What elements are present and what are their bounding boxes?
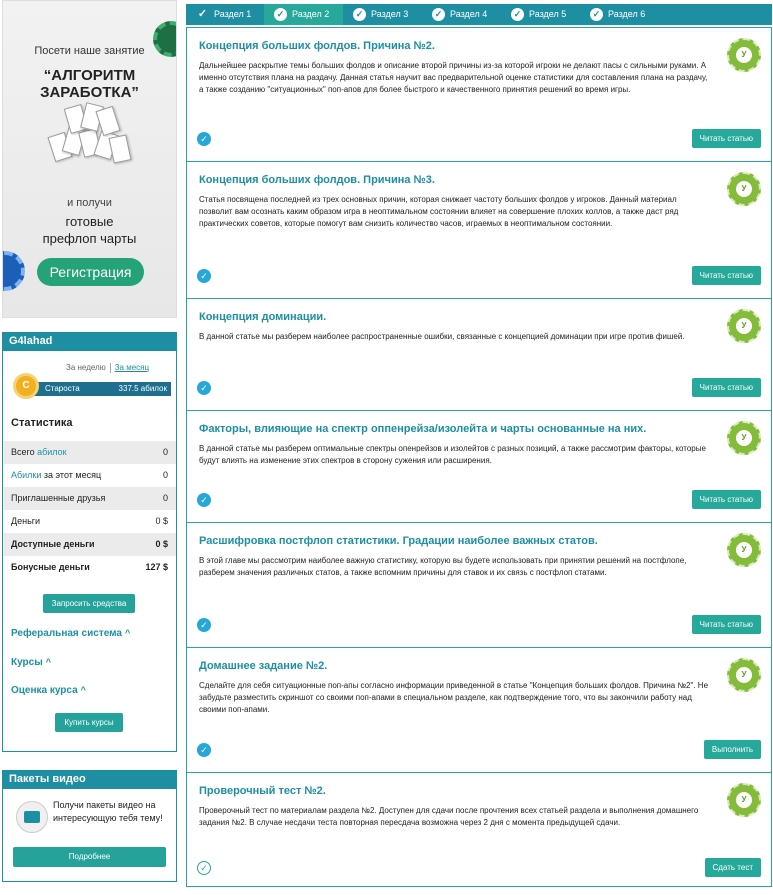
badge-letter: У xyxy=(736,792,752,808)
stat-value: 0 xyxy=(162,447,168,457)
tab-label: Раздел 2 xyxy=(292,9,330,19)
tab-label: Раздел 4 xyxy=(450,9,488,19)
lesson-title[interactable]: Концепция доминации. xyxy=(199,311,327,323)
stat-label: Всего xyxy=(11,447,38,457)
chevron-up-icon: ^ xyxy=(124,628,131,638)
lesson-card xyxy=(186,410,772,522)
video-camera-icon xyxy=(16,801,48,833)
lesson-description: Сделайте для себя ситуационные поп-апы согласно информации приведенной в статье "Концепция больших фолдов. Причина №2". Не забудьте разместить скриншот со своими поп-апами в специальном разделе, как подтверждение того, что вы закончили работу над своими поп-апами. xyxy=(199,681,709,714)
stat-link[interactable]: абилок xyxy=(37,447,67,457)
completed-check-icon: ✓ xyxy=(197,743,211,757)
period-switch xyxy=(66,363,149,373)
badge-letter: У xyxy=(736,542,752,558)
completed-check-icon: ✓ xyxy=(197,132,211,146)
level-badge-icon xyxy=(727,38,761,72)
tab-label: Раздел 3 xyxy=(371,9,409,19)
level-badge-icon xyxy=(727,533,761,567)
lesson-card xyxy=(186,161,772,298)
level-badge-icon xyxy=(727,309,761,343)
completed-check-icon: ✓ xyxy=(197,493,211,507)
lesson-title[interactable]: Домашнее задание №2. xyxy=(199,660,328,672)
rank-value: 337.5 абилок xyxy=(118,384,167,393)
check-icon: ✓ xyxy=(197,8,208,20)
read-article-button[interactable]: Читать статью xyxy=(692,615,761,634)
read-article-button[interactable]: Читать статью xyxy=(692,378,761,397)
completed-check-icon: ✓ xyxy=(197,269,211,283)
stat-value: 0 $ xyxy=(155,539,168,549)
tab-section-1[interactable] xyxy=(186,4,264,25)
rank-coin-icon: С xyxy=(13,373,39,399)
section-tabs xyxy=(186,4,772,25)
stat-value: 0 $ xyxy=(155,516,168,526)
tab-label: Раздел 6 xyxy=(608,9,646,19)
take-test-button[interactable]: Сдать тест xyxy=(705,858,761,877)
lesson-card xyxy=(186,298,772,410)
badge-letter: У xyxy=(736,181,752,197)
check-circle-icon: ✓ xyxy=(590,8,603,21)
tab-label: Раздел 5 xyxy=(529,9,567,19)
sidebar xyxy=(2,0,177,861)
stats-title: Статистика xyxy=(11,417,73,429)
completed-check-icon: ✓ xyxy=(197,618,211,632)
stat-row xyxy=(3,510,176,533)
lesson-description: В данной статье мы разберем оптимальные спектры опенрейзов и изолейтов с разных позиций, а также рассмотрим факторы, которые будут влиять на изменение этих спектров в сторону сужения или расширения. xyxy=(199,444,706,465)
level-badge-icon xyxy=(727,421,761,455)
chevron-up-icon: ^ xyxy=(80,685,86,695)
badge-letter: У xyxy=(736,318,752,334)
video-packs-text: Получи пакеты видео на интересующую тебя тему! xyxy=(53,800,163,823)
banner-line4 xyxy=(3,213,176,247)
stat-label: Деньги xyxy=(11,516,41,526)
stat-label: Бонусные деньги xyxy=(11,562,90,572)
stat-label: за этот месяц xyxy=(41,470,102,480)
stat-label: Доступные деньги xyxy=(11,539,95,549)
stat-row xyxy=(3,533,176,556)
chevron-up-icon: ^ xyxy=(45,657,52,667)
banner-line1: Посети наше занятие xyxy=(34,45,145,57)
username: G4lahad xyxy=(3,333,176,351)
check-circle-icon: ✓ xyxy=(432,8,445,21)
tab-section-4[interactable] xyxy=(422,4,501,25)
promo-banner[interactable] xyxy=(2,0,177,318)
referral-link[interactable] xyxy=(11,628,130,639)
banner-line4a: готовые xyxy=(65,214,114,229)
level-badge-icon xyxy=(727,658,761,692)
check-circle-icon: ✓ xyxy=(353,8,366,21)
more-button[interactable]: Подробнее xyxy=(13,847,166,867)
stat-value: 127 $ xyxy=(145,562,168,572)
lesson-card xyxy=(186,772,772,887)
stat-label: Приглашенные друзья xyxy=(11,493,106,503)
lesson-title[interactable]: Концепция больших фолдов. Причина №2. xyxy=(199,40,435,52)
tab-section-2[interactable] xyxy=(264,4,343,25)
course-rating-label: Оценка курса xyxy=(11,685,78,696)
lesson-card xyxy=(186,647,772,772)
stats-table xyxy=(3,441,176,579)
badge-letter: У xyxy=(736,667,752,683)
divider xyxy=(110,363,111,373)
tab-section-5[interactable] xyxy=(501,4,580,25)
lesson-description: В этой главе мы рассмотрим наиболее важную статистику, которую вы будете использовать при принятии решений на постфлопе, разберем значения различных статов, а также вспомним причины для ставок и их связь с постфлоп статами. xyxy=(199,556,687,577)
lesson-card xyxy=(186,522,772,647)
tab-section-6[interactable] xyxy=(580,4,659,25)
buy-courses-button[interactable]: Купить курсы xyxy=(55,713,123,732)
stat-row xyxy=(3,441,176,464)
read-article-button[interactable]: Читать статью xyxy=(692,266,761,285)
lesson-description: Проверочный тест по материалам раздела №2. Доступен для сдачи после прочтения всех статьей раздела и выполнения домашнего задания №2. В случае несдачи теста повторная пересдача возможна через 2 дня с момента предыдущей сдачи. xyxy=(199,806,699,827)
check-circle-icon: ✓ xyxy=(274,8,287,21)
read-article-button[interactable]: Читать статью xyxy=(692,490,761,509)
period-month[interactable]: За месяц xyxy=(114,363,150,373)
level-badge-icon xyxy=(727,172,761,206)
lesson-title[interactable]: Проверочный тест №2. xyxy=(199,785,326,797)
lesson-title[interactable]: Факторы, влияющие на спектр оппенрейза/изолейта и чарты основанные на них. xyxy=(199,423,647,435)
lesson-description: В данной статье мы разберем наиболее распространенные ошибки, связанные с концепцией доминации при игре против фишей. xyxy=(199,332,685,341)
tab-label: Раздел 1 xyxy=(214,9,252,19)
pending-check-icon: ✓ xyxy=(197,861,211,875)
lesson-description: Статья посвящена последней из трех основных причин, которая снижает частоту больших фолдов у игроков. Данный материал позволит вам осознать каким образом игра в неоптимальном состоянии влияет на совершение плохих коллов, а также даст ряд практических советов, которые помогут вам снизить количество часов, играемых в неоптимальном состоянии. xyxy=(199,195,679,228)
courses-label: Курсы xyxy=(11,657,43,668)
lesson-title[interactable]: Расшифровка постфлоп статистики. Градации наиболее важных статов. xyxy=(199,535,598,547)
courses-link[interactable] xyxy=(11,657,51,668)
profile-panel xyxy=(2,332,177,752)
period-week[interactable]: За неделю xyxy=(66,363,106,373)
badge-letter: У xyxy=(736,430,752,446)
stat-value: 0 xyxy=(162,493,168,503)
stat-row xyxy=(3,487,176,510)
video-packs-title: Пакеты видео xyxy=(3,771,176,789)
rank-label: Староста xyxy=(45,384,80,393)
lesson-card xyxy=(186,27,772,161)
register-button[interactable]: Регистрация xyxy=(37,258,144,286)
request-funds-button[interactable]: Запросить средства xyxy=(43,594,135,613)
rank-bar xyxy=(31,382,171,396)
badge-letter: У xyxy=(736,47,752,63)
stat-row xyxy=(3,464,176,487)
banner-title: “АЛГОРИТМ ЗАРАБОТКА” xyxy=(40,67,139,101)
read-article-button[interactable]: Читать статью xyxy=(692,129,761,148)
level-badge-icon xyxy=(727,783,761,817)
completed-check-icon: ✓ xyxy=(197,381,211,395)
complete-homework-button[interactable]: Выполнить xyxy=(704,740,761,759)
course-rating-link[interactable] xyxy=(11,685,86,696)
banner-line3: и получи xyxy=(67,197,112,209)
video-packs-panel xyxy=(2,770,177,882)
poker-chip-icon xyxy=(2,251,25,291)
stat-row xyxy=(3,556,176,579)
lesson-title[interactable]: Концепция больших фолдов. Причина №3. xyxy=(199,174,435,186)
lesson-list xyxy=(186,27,772,887)
tab-section-3[interactable] xyxy=(343,4,422,25)
stat-value: 0 xyxy=(162,470,168,480)
referral-label: Реферальная система xyxy=(11,628,122,639)
check-circle-icon: ✓ xyxy=(511,8,524,21)
lesson-description: Дальнейшее раскрытие темы больших фолдов и описание второй причины из-за которой игроки не делают пасы с сильными руками. А именно отсутствия плана на раздачу. Данная статья научит вас предварительной оценке статистики для составления плана на раздачу, а также созданию "ситуационных" поп-апов для более быстрого и качественного принятия решений во время игры. xyxy=(199,61,708,94)
banner-line4b: префлоп чарты xyxy=(42,231,137,246)
stat-link[interactable]: Абилки xyxy=(11,470,42,480)
cards-house-image xyxy=(45,106,135,168)
